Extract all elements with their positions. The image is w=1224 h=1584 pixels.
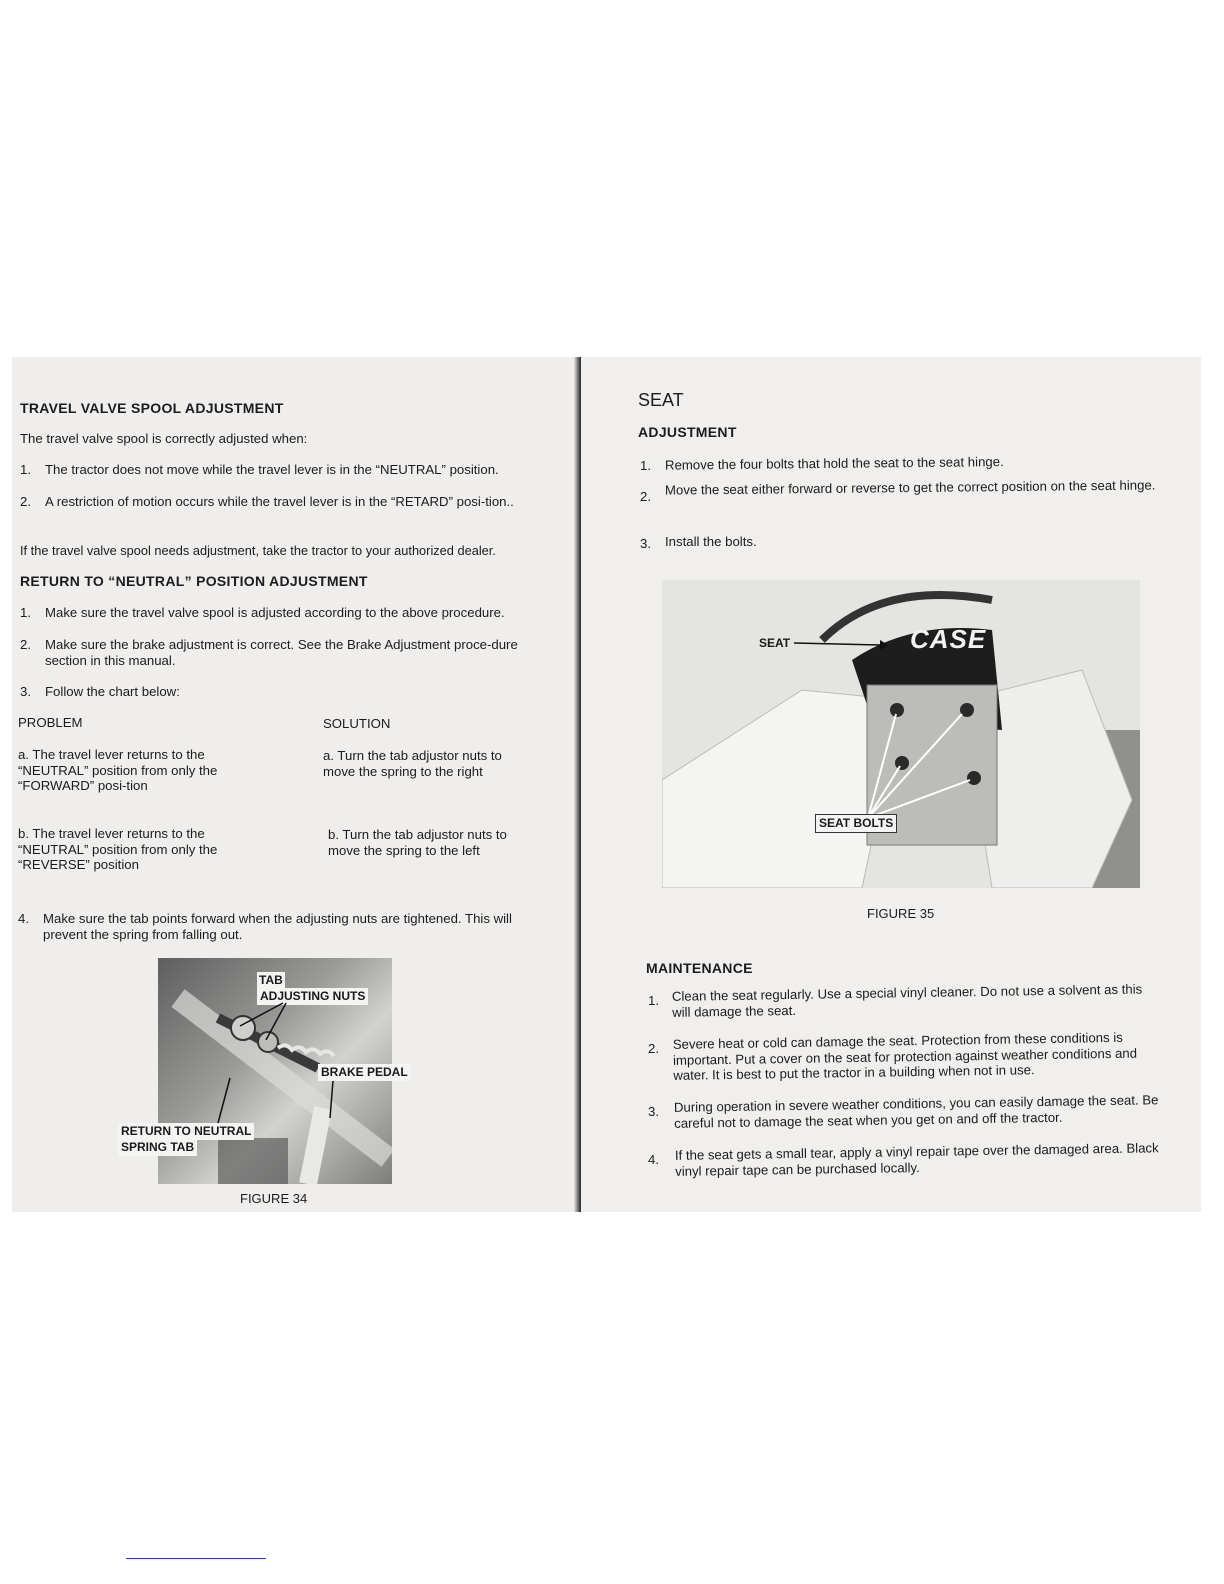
- brake-pedal-label: BRAKE PEDAL: [318, 1064, 411, 1081]
- condition-1: The tractor does not move while the travel lever is in the “NEUTRAL” position.: [45, 462, 499, 477]
- footer-link-underline: [126, 1558, 266, 1559]
- maintenance-2: Severe heat or cold can damage the seat. Protection from these conditions is important. Put a cover on the seat for protection against weather conditions and water. It is best to put the tractor in a building when not in use.: [672, 1029, 1138, 1083]
- maintenance-heading: MAINTENANCE: [646, 960, 753, 976]
- seat-illustration: [662, 580, 1140, 888]
- adjust-step-2: Move the seat either forward or reverse to get the correct position on the seat hinge.: [664, 477, 1156, 498]
- list-number: 1.: [20, 605, 31, 620]
- problem-b: b. The travel lever returns to the “NEUTRAL” position from only the “REVERSE” position: [18, 826, 218, 872]
- step-3: Follow the chart below:: [45, 684, 180, 699]
- spring-tab-label: SPRING TAB: [118, 1139, 197, 1156]
- list-number: 4.: [18, 911, 29, 926]
- adjustment-heading: ADJUSTMENT: [638, 424, 737, 440]
- solution-a: a. Turn the tab adjustor nuts to move the spring to the right: [323, 748, 502, 779]
- adjust-step-1: Remove the four bolts that hold the seat to the seat hinge.: [664, 454, 1004, 473]
- figure-34-pointers: [158, 958, 392, 1184]
- seat-label: SEAT: [759, 636, 791, 650]
- seat-title: SEAT: [638, 390, 684, 410]
- travel-valve-heading: TRAVEL VALVE SPOOL ADJUSTMENT: [20, 400, 284, 416]
- list-number: 2.: [20, 494, 31, 509]
- list-number: 3.: [648, 1104, 659, 1119]
- figure-34-caption: FIGURE 34: [240, 1191, 308, 1206]
- list-number: 2.: [640, 489, 651, 504]
- seat-bolts-label: SEAT BOLTS: [815, 814, 897, 833]
- tab-label: TAB: [259, 973, 283, 987]
- list-number: 2.: [20, 637, 31, 652]
- list-number: 4.: [648, 1152, 659, 1167]
- step-4: Make sure the tab points forward when the adjusting nuts are tightened. This will prevent the spring from falling out.: [43, 911, 512, 942]
- list-number: 1.: [640, 458, 651, 473]
- maintenance-4: If the seat gets a small tear, apply a vinyl repair tape over the damaged area. Black vinyl repair tape can be purchased locally.: [674, 1140, 1159, 1179]
- problem-a: a. The travel lever returns to the “NEUTRAL” position from only the “FORWARD” posi-tion: [18, 747, 218, 793]
- case-logo: CASE: [910, 624, 987, 654]
- return-neutral-label: RETURN TO NEUTRAL: [118, 1123, 254, 1140]
- problem-header: PROBLEM: [18, 715, 83, 730]
- list-number: 3.: [20, 684, 31, 699]
- figure-35-photo: [662, 580, 1140, 888]
- seat-pointer: [790, 630, 890, 660]
- step-2: Make sure the brake adjustment is correct. See the Brake Adjustment proce-dure section in this manual.: [45, 637, 518, 668]
- condition-2: A restriction of motion occurs while the travel lever is in the “RETARD” posi-tion..: [45, 494, 514, 509]
- adjusting-nuts-label: ADJUSTING NUTS: [257, 988, 368, 1005]
- solution-b: b. Turn the tab adjustor nuts to move the spring to the left: [328, 827, 507, 858]
- solution-header: SOLUTION: [323, 716, 391, 731]
- dealer-note: If the travel valve spool needs adjustment, take the tractor to your authorized dealer.: [20, 543, 496, 558]
- step-1: Make sure the travel valve spool is adjusted according to the above procedure.: [45, 605, 505, 620]
- list-number: 3.: [640, 536, 651, 551]
- list-number: 1.: [648, 993, 659, 1008]
- intro-text: The travel valve spool is correctly adjusted when:: [20, 431, 308, 446]
- list-number: 1.: [20, 462, 31, 477]
- maintenance-1: Clean the seat regularly. Use a special vinyl cleaner. Do not use a solvent as this will damage the seat.: [671, 981, 1143, 1020]
- return-neutral-heading: RETURN TO “NEUTRAL” POSITION ADJUSTMENT: [20, 573, 368, 589]
- figure-35-caption: FIGURE 35: [867, 906, 935, 921]
- list-number: 2.: [648, 1041, 659, 1056]
- adjust-step-3: Install the bolts.: [665, 534, 757, 549]
- maintenance-3: During operation in severe weather conditions, you can easily damage the seat. Be careful not to damage the seat when you get on and off the tractor.: [673, 1092, 1159, 1131]
